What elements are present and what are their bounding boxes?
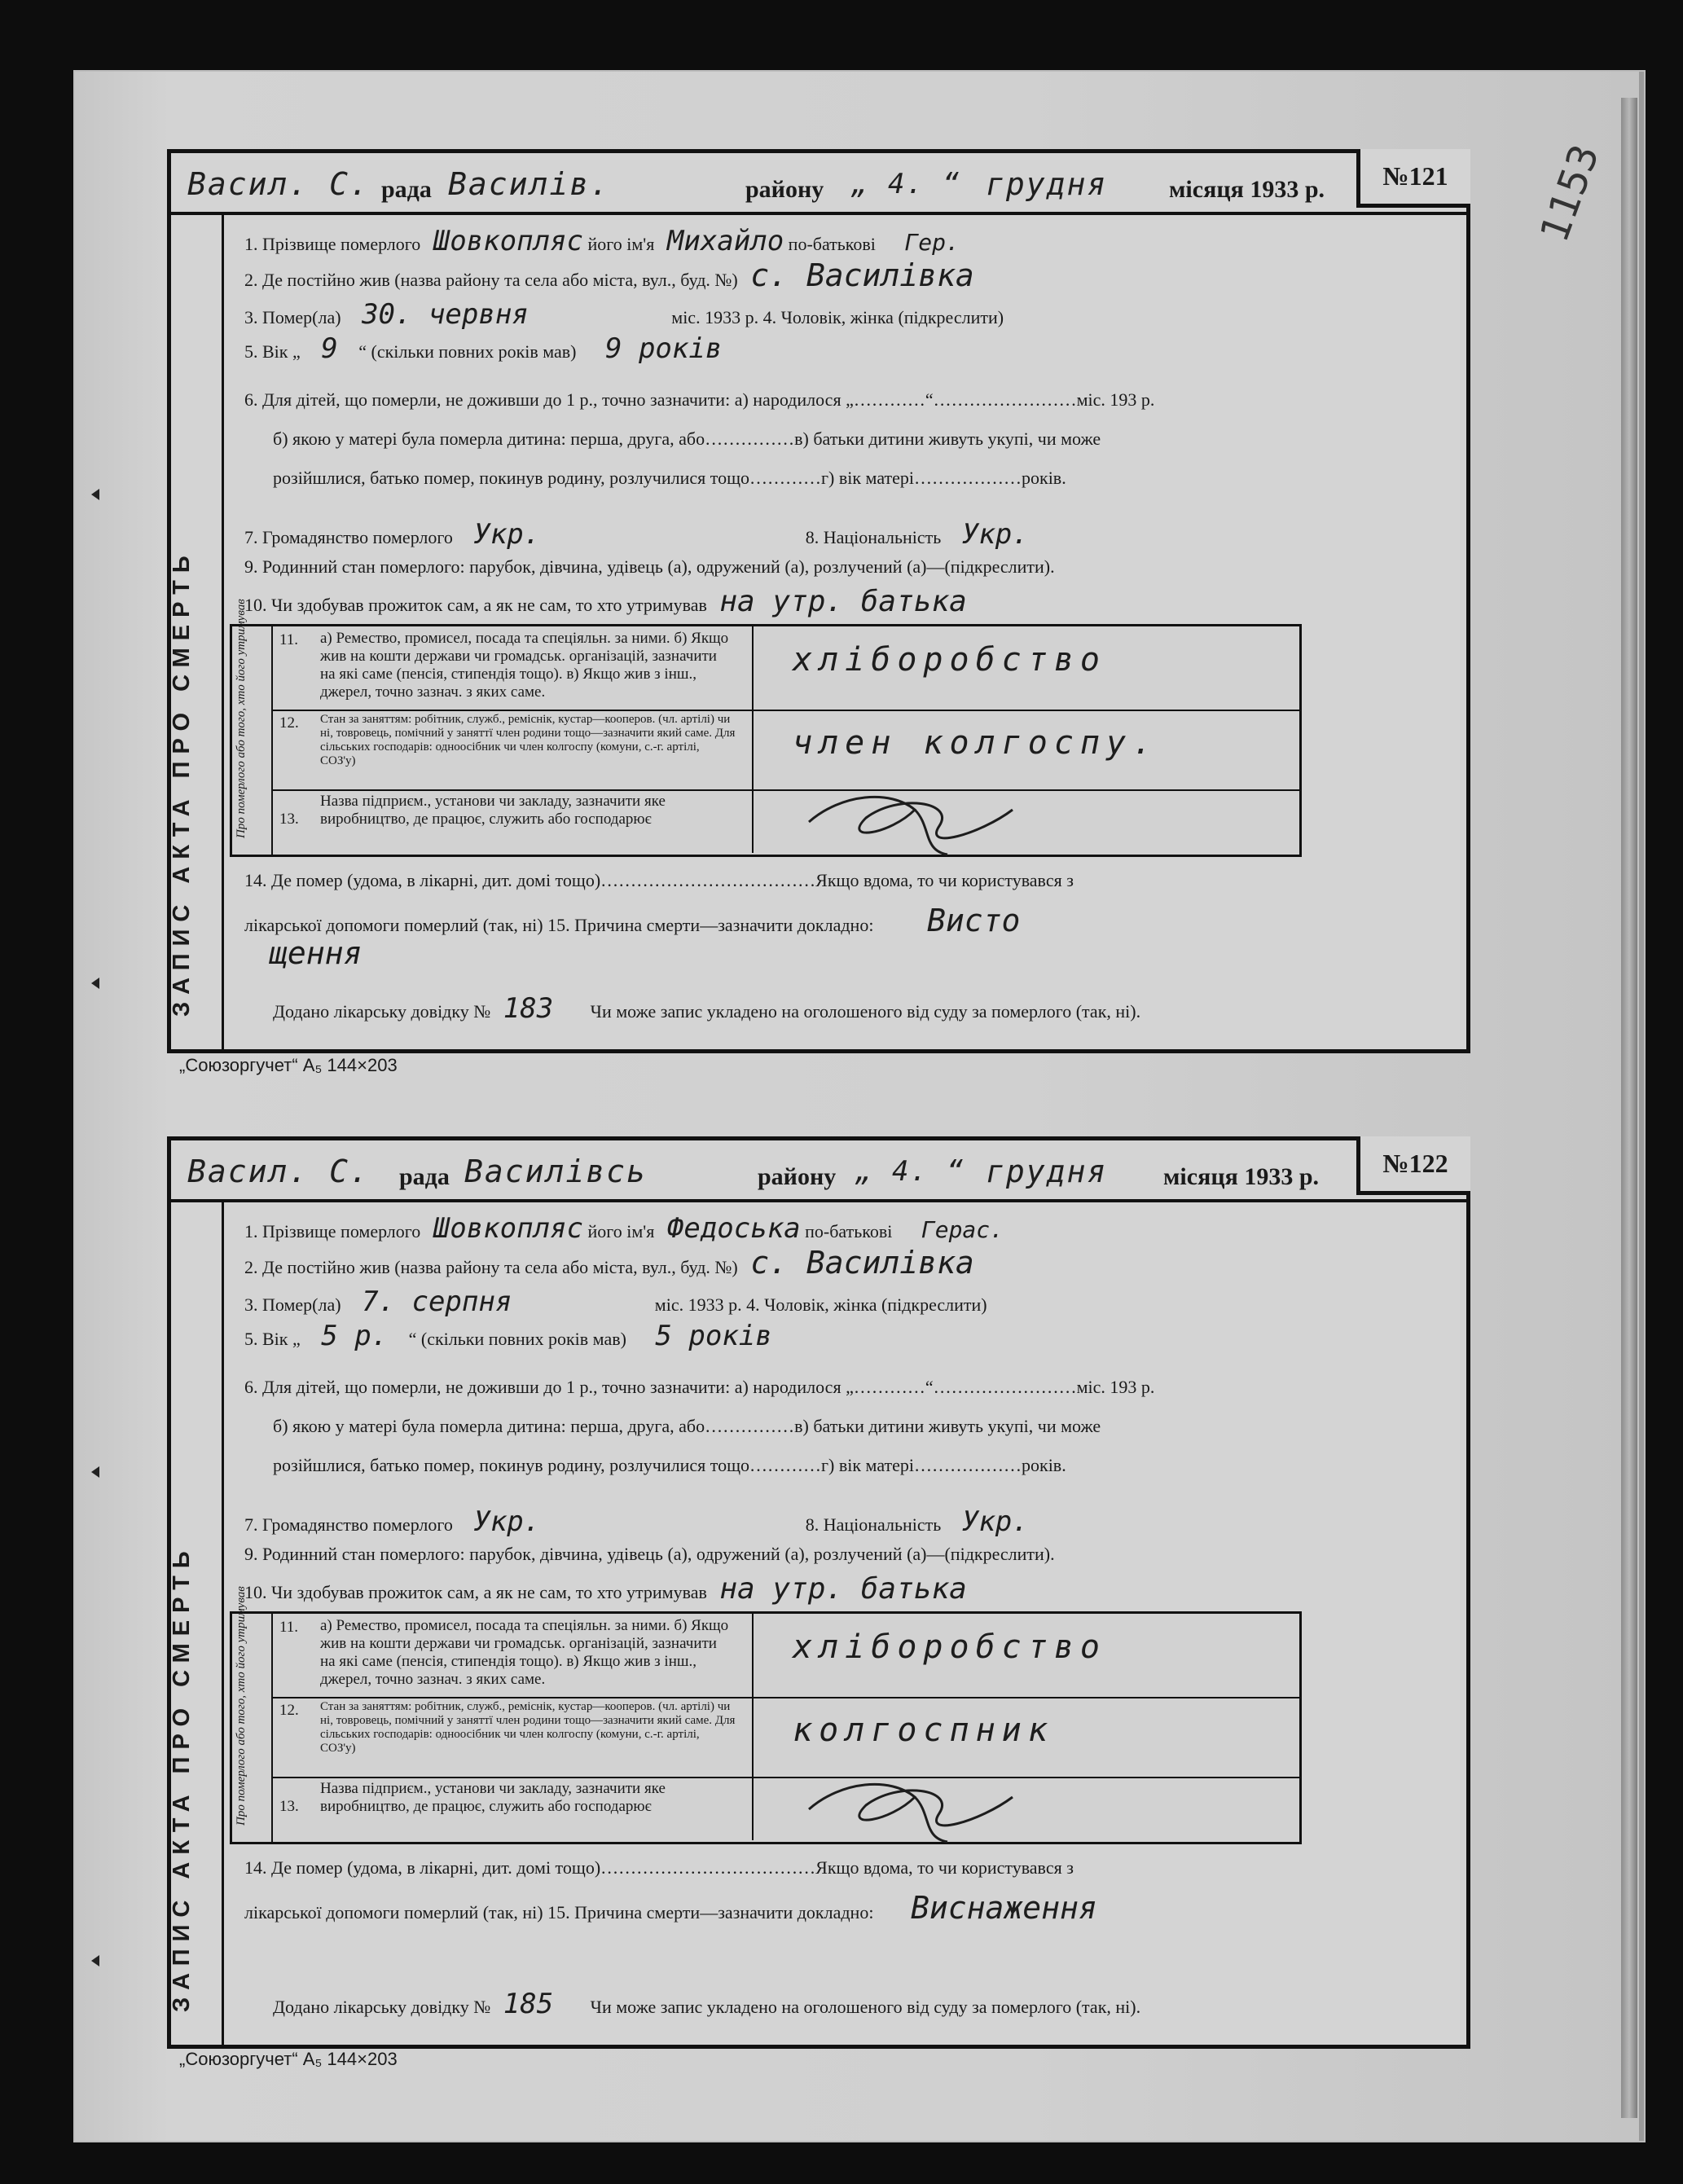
- village-value: Васил. С.: [187, 1154, 370, 1189]
- row-13: [271, 789, 1299, 853]
- scribble-mark: [793, 1773, 1037, 1846]
- patronymic-value: Герас.: [921, 1216, 1004, 1243]
- rayon-label: району: [758, 1163, 837, 1190]
- label: Додано лікарську довідку №: [273, 1997, 491, 2017]
- age-years-value: 5 років: [655, 1320, 772, 1352]
- label: 3. Помер(ла): [244, 307, 341, 327]
- certificate-number-value: 183: [503, 992, 554, 1025]
- row-divider: [752, 789, 754, 853]
- month-value: грудня: [986, 1154, 1108, 1189]
- paper-edge: [1621, 98, 1637, 2118]
- label: міс. 1933 р. 4. Чоловік, жінка (підкреслити): [671, 307, 1004, 327]
- line-6c: розійшлися, батько помер, покинув родину, розлучилися тощо…………г) вік матері………………років.: [273, 1455, 1066, 1475]
- month-label: місяця 1933 р.: [1163, 1163, 1320, 1190]
- label: лікарської допомоги померлий (так, ні) 15. Причина смерти—зазначити докладно:: [244, 1902, 874, 1923]
- nationality-value: Укр.: [961, 518, 1029, 551]
- row-11: [271, 1614, 1299, 1698]
- row-answer: колгоспник: [793, 1712, 1054, 1749]
- line-14b: [244, 903, 1020, 938]
- line-6b: б) якою у матері була померла дитина: перша, друга, або……………в) батьки дитини живуть укупі, чи може: [273, 428, 1101, 449]
- residence-value: с. Василівка: [750, 257, 974, 293]
- row-number: 12.: [279, 714, 299, 732]
- row-text: Назва підприєм., установи чи закладу, зазначити яке виробництво, де працює, служить або господарює: [320, 1780, 666, 1815]
- row-text: Стан за заняттям: робітник, служб., реміснік, кустар—кооперов. (чл. артілі) чи ні, товровець, помічний у заняттї член родини тощо—зазначити який саме. Для сільських господарів: одноосібник чи член колгоспу (комуни, с.-г. артілі, СОЗ'у): [320, 713, 736, 767]
- month-label: місяця 1933 р.: [1169, 176, 1325, 203]
- scribble-mark: [793, 785, 1037, 859]
- label: 2. Де постійно жив (назва району та села або міста, вул., буд. №): [244, 1257, 738, 1277]
- nationality-value: Укр.: [961, 1505, 1029, 1538]
- line-6a: 6. Для дітей, що померли, не доживши до 1 р., точно зазначити: а) народилося „…………“……………………міс. 193 р.: [244, 389, 1155, 410]
- surname-value: Шовкопляс: [433, 1212, 583, 1245]
- side-column: [171, 212, 224, 1049]
- label: 10. Чи здобував прожиток сам, а як не сам, то хто утримував: [244, 595, 707, 615]
- row-text: а) Ремество, промисел, посада та спеціяльн. за ними. б) Якщо жив на кошти держави чи громадськ. організацій, зазначити на які саме (пенсія, стипендія тощо). в) Якщо жив з інш., джерел, точно зазнач. з яких саме.: [320, 1617, 729, 1688]
- rada-label: рада: [381, 176, 432, 203]
- line-16: [273, 992, 1140, 1025]
- row-text: Назва підприєм., установи чи закладу, зазначити яке виробництво, де працює, служить або господарює: [320, 793, 666, 828]
- form-header: [171, 153, 1466, 215]
- rayon-label: району: [745, 176, 824, 203]
- line-10: [244, 585, 967, 618]
- line-3: [244, 298, 1004, 331]
- label: 8. Національність: [805, 527, 942, 547]
- form-footer-2: „Союзоргучет“ А₅ 144×203: [179, 2049, 398, 2069]
- citizenship-value: Укр.: [473, 1505, 541, 1538]
- margin-note: 1153: [1531, 138, 1609, 248]
- row-divider: [752, 1697, 754, 1777]
- side-title: ЗАПИС АКТА ПРО СМЕРТЬ: [169, 1544, 195, 2012]
- row-answer: член колгоспу.: [793, 724, 1159, 762]
- line-6c: розійшлися, батько помер, покинув родину, розлучилися тощо…………г) вік матері………………років.: [273, 468, 1066, 488]
- row-number: 13.: [279, 1798, 299, 1815]
- surname-value: Шовкопляс: [433, 225, 583, 257]
- row-divider: [752, 1614, 754, 1697]
- label: 7. Громадянство померлого: [244, 527, 453, 547]
- village-value: Васил. С.: [187, 166, 370, 202]
- name-value: Михайло: [666, 225, 784, 257]
- line-14: 14. Де помер (удома, в лікарні, дит. домі тощо)………………………………Якщо вдома, то чи користувався з: [244, 870, 1074, 890]
- label: “ (скільки повних років мав): [358, 341, 577, 362]
- label: 7. Громадянство померлого: [244, 1514, 453, 1535]
- age-value: 5 р.: [321, 1320, 389, 1352]
- line-16: [273, 1988, 1140, 2020]
- row-number: 13.: [279, 811, 299, 828]
- row-11: [271, 626, 1299, 711]
- label: 5. Вік „: [244, 1329, 301, 1349]
- label: 8. Національність: [805, 1514, 942, 1535]
- line-9: 9. Родинний стан померлого: парубок, дівчина, удівець (а), одружений (а), розлучений (а)—(підкреслити).: [244, 556, 1055, 577]
- row-12: [271, 1697, 1299, 1778]
- supporter-value: на утр. батька: [719, 585, 967, 618]
- cause-of-death-value: Висто: [926, 903, 1021, 938]
- citizenship-value: Укр.: [473, 518, 541, 551]
- rada-value: Василів.: [448, 166, 611, 202]
- line-6b: б) якою у матері була померла дитина: перша, друга, або……………в) батьки дитини живуть укупі, чи може: [273, 1416, 1101, 1436]
- side-title: ЗАПИС АКТА ПРО СМЕРТЬ: [169, 548, 195, 1017]
- record-number: №122: [1356, 1136, 1470, 1195]
- line-9: 9. Родинний стан померлого: парубок, дівчина, удівець (а), одружений (а), розлучений (а)—(підкреслити).: [244, 1544, 1055, 1564]
- row-number: 11.: [279, 631, 299, 648]
- row-text: Стан за заняттям: робітник, служб., реміснік, кустар—кооперов. (чл. артілі) чи ні, товровець, помічний у заняттї член родини тощо—зазначити який саме. Для сільських господарів: одноосібник чи член колгоспу (комуни, с.-г. артілі, СОЗ'у): [320, 1700, 736, 1755]
- label: по-батькові: [788, 234, 876, 254]
- label: 10. Чи здобував прожиток сам, а як не сам, то хто утримував: [244, 1582, 707, 1602]
- row-divider: [752, 1777, 754, 1840]
- label: “ (скільки повних років мав): [408, 1329, 626, 1349]
- residence-value: с. Василівка: [750, 1245, 974, 1281]
- line-3: [244, 1285, 987, 1318]
- rayon-value: „ 4. “: [855, 1155, 965, 1188]
- label: Чи може запис укладено на оголошеного від суду за померлого (так, ні).: [590, 1001, 1141, 1022]
- row-text: а) Ремество, промисел, посада та спеціяльн. за ними. б) Якщо жив на кошти держави чи громадськ. організацій, зазначити на які саме (пенсія, стипендія тощо). в) Якщо жив з інш., джерел, точно зазнач. з яких саме.: [320, 630, 729, 701]
- row-answer: хліборобство: [793, 641, 1106, 679]
- line-14: 14. Де помер (удома, в лікарні, дит. домі тощо)………………………………Якщо вдома, то чи користувався з: [244, 1857, 1074, 1878]
- row-13: [271, 1777, 1299, 1840]
- side-column: [171, 1199, 224, 2045]
- month-value: грудня: [986, 166, 1108, 202]
- line-5: [244, 332, 722, 365]
- line-6a: 6. Для дітей, що померли, не доживши до 1 р., точно зазначити: а) народилося „…………“……………………міс. 193 р.: [244, 1377, 1155, 1397]
- occupation-side: [232, 1586, 273, 1842]
- row-divider: [752, 626, 754, 710]
- line-5: [244, 1320, 772, 1352]
- occupation-side: [232, 599, 273, 855]
- label: лікарської допомоги померлий (так, ні) 15. Причина смерти—зазначити докладно:: [244, 915, 874, 935]
- record-number: №121: [1356, 149, 1470, 208]
- occupation-side-text: Про померлого або того, хто його утримував: [235, 599, 248, 838]
- death-record-form-2: [167, 1136, 1470, 2049]
- row-answer: хліборобство: [793, 1628, 1106, 1666]
- label: Додано лікарську довідку №: [273, 1001, 491, 1022]
- cause-of-death-value: Виснаження: [910, 1890, 1097, 1926]
- label: 1. Прізвище померлого: [244, 234, 421, 254]
- rada-label: рада: [399, 1163, 450, 1190]
- line-10: [244, 1572, 967, 1606]
- row-12: [271, 710, 1299, 791]
- line-2: [244, 257, 974, 293]
- row-number: 12.: [279, 1702, 299, 1719]
- certificate-number-value: 185: [503, 1988, 554, 2020]
- line-7: [244, 1505, 1029, 1538]
- supporter-value: на утр. батька: [719, 1572, 967, 1606]
- cause-continuation: щення: [269, 935, 363, 971]
- label: його ім'я: [587, 234, 655, 254]
- line-14b: [244, 1890, 1097, 1926]
- line-1: [244, 1212, 1004, 1245]
- line-1: [244, 225, 960, 257]
- label: міс. 1933 р. 4. Чоловік, жінка (підкреслити): [654, 1294, 987, 1315]
- form-footer-1: „Союзоргучет“ А₅ 144×203: [179, 1055, 398, 1075]
- label: його ім'я: [587, 1221, 655, 1241]
- name-value: Федоська: [666, 1212, 801, 1245]
- label: Чи може запис укладено на оголошеного від суду за померлого (так, ні).: [590, 1997, 1141, 2017]
- rada-value: Василівсь: [464, 1154, 647, 1189]
- label: 1. Прізвище померлого: [244, 1221, 421, 1241]
- line-2: [244, 1245, 974, 1281]
- patronymic-value: Гер.: [904, 229, 960, 256]
- row-divider: [752, 710, 754, 789]
- label: по-батькові: [805, 1221, 893, 1241]
- form-header: [171, 1140, 1466, 1202]
- occupation-side-text: Про померлого або того, хто його утримував: [235, 1586, 248, 1826]
- death-record-form-1: [167, 149, 1470, 1053]
- line-7: [244, 518, 1029, 551]
- rayon-value: „ 4. “: [851, 168, 961, 200]
- row-number: 11.: [279, 1619, 299, 1636]
- death-date-value: 30. червня: [362, 298, 529, 331]
- death-date-value: 7. серпня: [362, 1285, 512, 1318]
- label: 2. Де постійно жив (назва району та села або міста, вул., буд. №): [244, 270, 738, 290]
- age-value: 9: [321, 332, 338, 365]
- age-years-value: 9 років: [605, 332, 723, 365]
- label: 3. Помер(ла): [244, 1294, 341, 1315]
- label: 5. Вік „: [244, 341, 301, 362]
